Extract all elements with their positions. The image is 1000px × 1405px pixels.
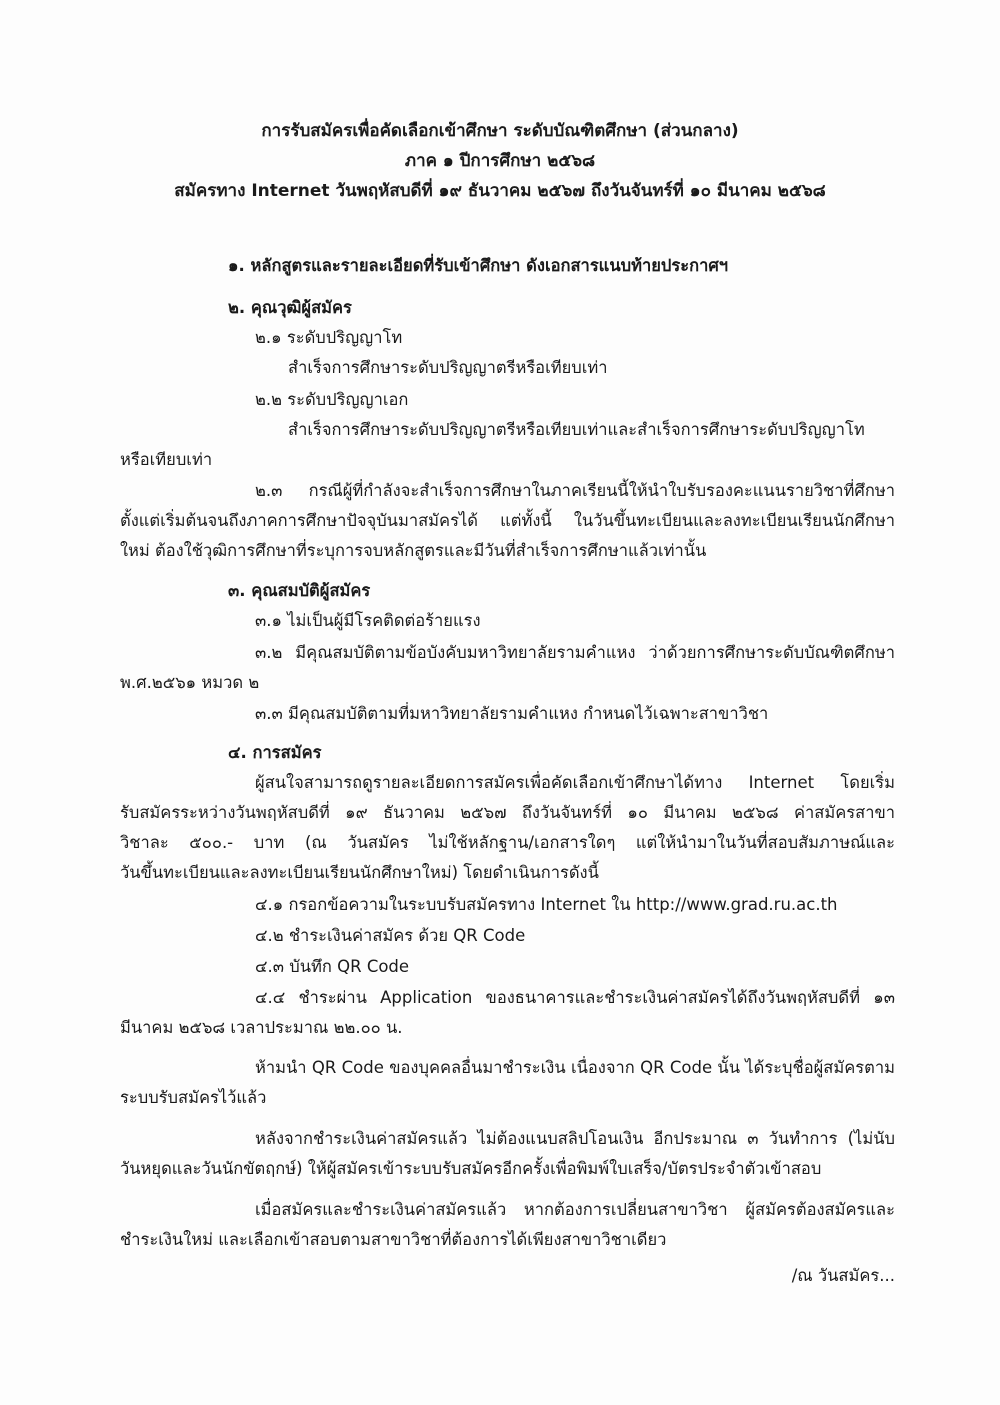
header-title: การรับสมัครเพื่อคัดเลือกเข้าศึกษา ระดับบัณฑิตศึกษา (ส่วนกลาง): [261, 121, 739, 141]
section-4-para-1-line-3: วิชาละ ๕๐๐.- บาท (ณ วันสมัคร ไม่ใช้หลักฐาน/เอกสารใดๆ แต่ให้นำมาในวันที่สอบสัมภาษณ์และ: [120, 833, 895, 852]
item-2-2-text: สำเร็จการศึกษาระดับปริญญาตรีหรือเทียบเท่าและสำเร็จการศึกษาระดับปริญญาโท: [288, 420, 865, 439]
section-4-para-1-line-1: ผู้สนใจสามารถดูรายละเอียดการสมัครเพื่อคัดเลือกเข้าศึกษาได้ทาง Internet โดยเริ่ม: [255, 773, 895, 792]
header-semester: ภาค ๑ ปีการศึกษา ๒๕๖๘: [404, 151, 596, 171]
item-4-3: ๔.๓ บันทึก QR Code: [255, 957, 410, 976]
item-4-2: ๔.๒ ชำระเงินค่าสมัคร ด้วย QR Code: [255, 926, 526, 945]
item-3-3: ๓.๓ มีคุณสมบัติตามที่มหาวิทยาลัยรามคำแหง กำหนดไว้เฉพาะสาขาวิชา: [255, 704, 769, 723]
section-2-heading: ๒. คุณวุฒิผู้สมัคร: [228, 298, 352, 317]
item-2-3-line-1: ๒.๓ กรณีผู้ที่กำลังจะสำเร็จการศึกษาในภาคเรียนนี้ให้นำใบรับรองคะแนนรายวิชาที่ศึกษา: [255, 481, 895, 500]
item-2-3-line-2: ตั้งแต่เริ่มต้นจนถึงภาคการศึกษาปัจจุบันมาสมัครได้ แต่ทั้งนี้ ในวันขึ้นทะเบียนและลงทะเบียนเรียนนักศึกษา: [120, 511, 895, 530]
section-4-para-1-line-4: วันขึ้นทะเบียนและลงทะเบียนเรียนนักศึกษาใหม่) โดยดำเนินการดังนี้: [120, 863, 599, 882]
item-2-2-title: ๒.๒ ระดับปริญญาเอก: [255, 390, 409, 409]
item-4-4-line-1: ๔.๔ ชำระผ่าน Application ของธนาคารและชำระเงินค่าสมัครได้ถึงวันพฤหัสบดีที่ ๑๓: [255, 988, 895, 1007]
item-3-2-line-1: ๓.๒ มีคุณสมบัติตามข้อบังคับมหาวิทยาลัยรามคำแหง ว่าด้วยการศึกษาระดับบัณฑิตศึกษา: [255, 643, 895, 662]
after-payment-line-2: วันหยุดและวันนักขัตฤกษ์) ให้ผู้สมัครเข้าระบบรับสมัครอีกครั้งเพื่อพิมพ์ใบเสร็จ/บัตรประจำตัวเข้าสอบ: [120, 1159, 822, 1178]
header-dates: สมัครทาง Internet วันพฤหัสบดีที่ ๑๙ ธันวาคม ๒๕๖๗ ถึงวันจันทร์ที่ ๑๐ มีนาคม ๒๕๖๘: [174, 181, 826, 201]
continued-marker: /ณ วันสมัคร...: [791, 1266, 895, 1285]
section-4-heading: ๔. การสมัคร: [228, 743, 322, 762]
section-3-heading: ๓. คุณสมบัติผู้สมัคร: [228, 581, 371, 600]
qr-warning-line-1: ห้ามนำ QR Code ของบุคคลอื่นมาชำระเงิน เนื่องจาก QR Code นั้น ได้ระบุชื่อผู้สมัครตาม: [255, 1058, 895, 1077]
item-2-1-title: ๒.๑ ระดับปริญญาโท: [255, 328, 403, 347]
section-1-heading: ๑. หลักสูตรและรายละเอียดที่รับเข้าศึกษา ดังเอกสารแนบท้ายประกาศฯ: [228, 256, 729, 275]
qr-warning-line-2: ระบบรับสมัครไว้แล้ว: [120, 1088, 267, 1107]
item-2-2-text-cont: หรือเทียบเท่า: [120, 450, 213, 469]
item-3-2-line-2: พ.ศ.๒๕๖๑ หมวด ๒: [120, 673, 260, 692]
change-major-line-1: เมื่อสมัครและชำระเงินค่าสมัครแล้ว หากต้องการเปลี่ยนสาขาวิชา ผู้สมัครต้องสมัครและ: [255, 1200, 895, 1219]
section-4-para-1-line-2: รับสมัครระหว่างวันพฤหัสบดีที่ ๑๙ ธันวาคม ๒๕๖๗ ถึงวันจันทร์ที่ ๑๐ มีนาคม ๒๕๖๘ ค่าสมัครสาขา: [120, 803, 895, 822]
change-major-line-2: ชำระเงินใหม่ และเลือกเข้าสอบตามสาขาวิชาที่ต้องการได้เพียงสาขาวิชาเดียว: [120, 1230, 667, 1249]
item-2-1-text: สำเร็จการศึกษาระดับปริญญาตรีหรือเทียบเท่า: [288, 358, 608, 377]
item-3-1: ๓.๑ ไม่เป็นผู้มีโรคติดต่อร้ายแรง: [255, 611, 481, 630]
item-4-1: ๔.๑ กรอกข้อความในระบบรับสมัครทาง Internet ใน http://www.grad.ru.ac.th: [255, 895, 838, 914]
after-payment-line-1: หลังจากชำระเงินค่าสมัครแล้ว ไม่ต้องแนบสลิปโอนเงิน อีกประมาณ ๓ วันทำการ (ไม่นับ: [255, 1129, 895, 1148]
item-2-3-line-3: ใหม่ ต้องใช้วุฒิการศึกษาที่ระบุการจบหลักสูตรและมีวันที่สำเร็จการศึกษาแล้วเท่านั้น: [120, 541, 707, 560]
item-4-4-line-2: มีนาคม ๒๕๖๘ เวลาประมาณ ๒๒.๐๐ น.: [120, 1018, 403, 1037]
